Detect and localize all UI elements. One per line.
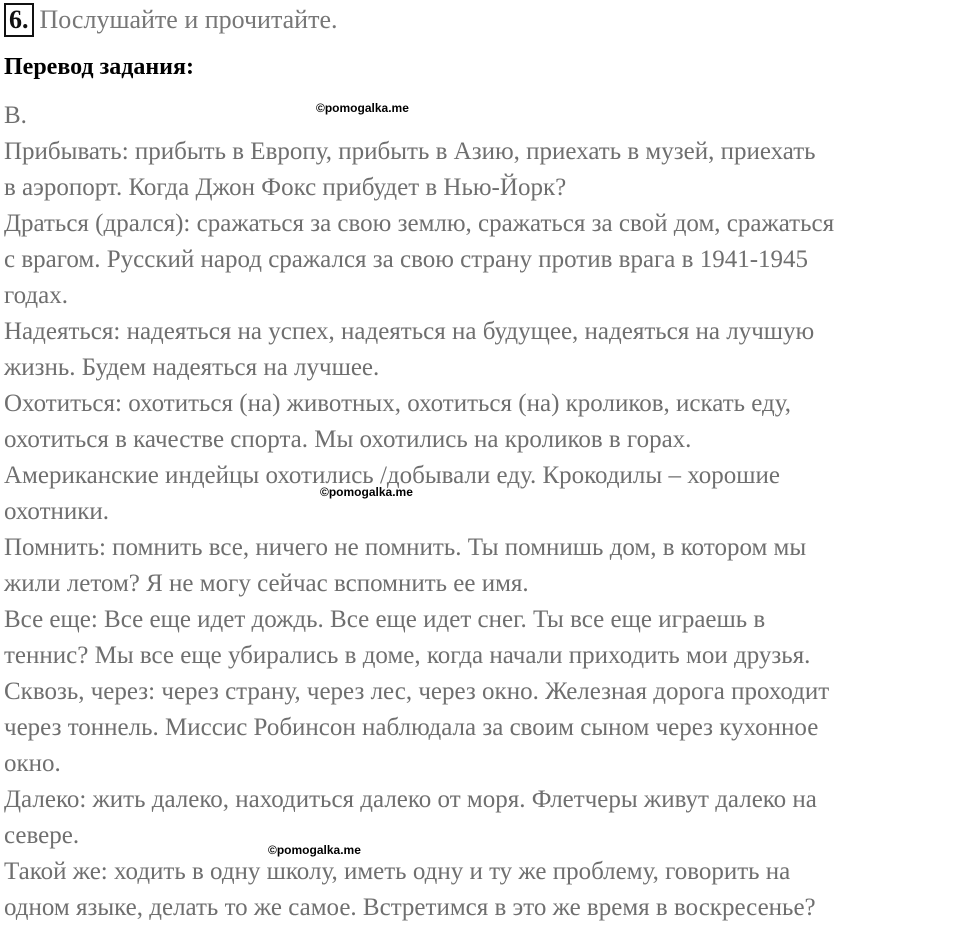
text-line: одном языке, делать то же самое. Встретимся в это же время в воскресенье? (4, 894, 816, 921)
watermark: ©pomogalka.me (320, 485, 413, 499)
task-header (4, 2, 338, 38)
text-line: теннис? Мы все еще убирались в доме, когда начали приходить мои друзья. (4, 642, 811, 669)
text-line: в аэропорт. Когда Джон Фокс прибудет в Нью-Йорк? (4, 174, 567, 201)
task-title: Послушайте и прочитайте. (39, 5, 338, 34)
text-line: Такой же: ходить в одну школу, иметь одну и ту же проблему, говорить на (4, 858, 791, 885)
text-line: жили летом? Я не могу сейчас вспомнить ее имя. (4, 570, 529, 597)
text-line: Прибывать: прибыть в Европу, прибыть в Азию, приехать в музей, приехать (4, 138, 816, 165)
translation-body (4, 98, 959, 926)
text-line: Далеко: жить далеко, находиться далеко от моря. Флетчеры живут далеко на (4, 786, 817, 813)
text-line: годах. (4, 282, 68, 309)
watermark: ©pomogalka.me (268, 843, 361, 857)
text-line: Надеяться: надеяться на успех, надеяться на будущее, надеяться на лучшую (4, 318, 815, 345)
text-line: Охотиться: охотиться (на) животных, охотиться (на) кроликов, искать еду, (4, 390, 791, 417)
text-line: Драться (дрался): сражаться за свою землю, сражаться за свой дом, сражаться (4, 210, 835, 237)
text-line: севере. (4, 822, 80, 849)
text-line: Сквозь, через: через страну, через лес, через окно. Железная дорога проходит (4, 678, 830, 705)
text-line: охотники. (4, 498, 110, 525)
text-line: окно. (4, 750, 61, 777)
text-line: через тоннель. Миссис Робинсон наблюдала за своим сыном через кухонное (4, 714, 819, 741)
text-line: В. (4, 102, 27, 129)
text-line: Американские индейцы охотились /добывали еду. Крокодилы – хорошие (4, 462, 780, 489)
text-line: Помнить: помнить все, ничего не помнить. Ты помнишь дом, в котором мы (4, 534, 807, 561)
text-line: охотиться в качестве спорта. Мы охотились на кроликов в горах. (4, 426, 692, 453)
task-number: 6. (4, 3, 34, 37)
text-line: Все еще: Все еще идет дождь. Все еще идет снег. Ты все еще играешь в (4, 606, 766, 633)
translation-heading: Перевод задания: (4, 54, 194, 80)
text-line: с врагом. Русский народ сражался за свою страну против врага в 1941-1945 (4, 246, 809, 273)
text-line: жизнь. Будем надеяться на лучшее. (4, 354, 380, 381)
watermark: ©pomogalka.me (316, 101, 409, 115)
